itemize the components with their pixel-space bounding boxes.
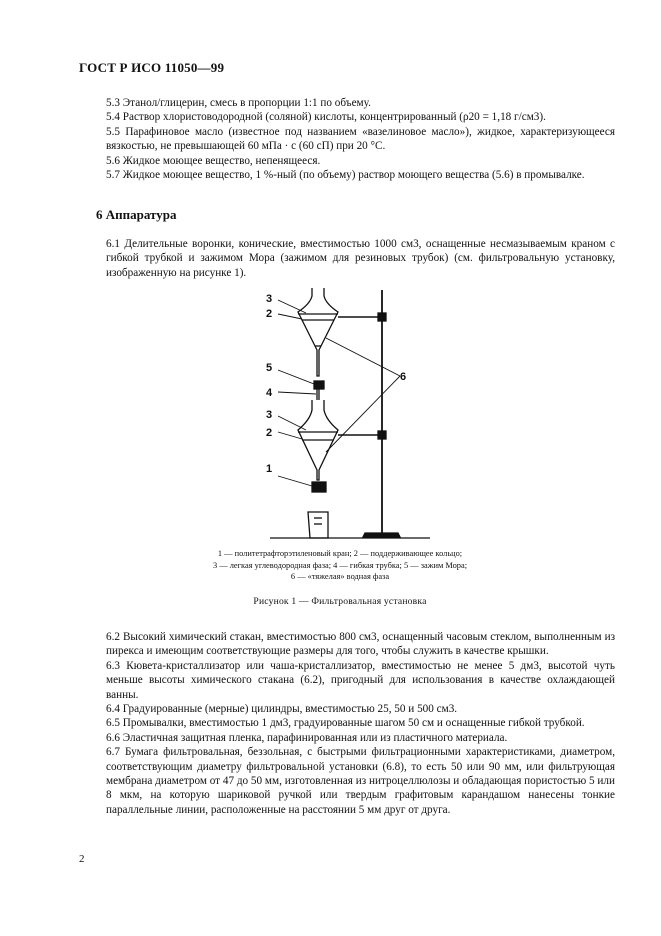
lower-funnel-stopcock [312,482,326,492]
paragraph-6-4: 6.4 Градуированные (мерные) цилиндры, вместимостью 25, 50 и 500 см3. [106,703,458,716]
paragraph-6-1-text: 6.1 Делительные воронки, конические, вместимостью 1000 см3, оснащенные несмазываемым краном с гибкой трубкой и зажимом Мора (зажимом для резиновых трубок) (см. фильтровальную установку, изображенную на рисунке 1). [106,238,615,279]
item-5-5: 5.5 Парафиновое масло (известное под названием «вазелиновое масло»), жидкое, характеризующееся вязкостью, не превышающей 60 мПа · с (60 сП) при 20 °С. [106,125,615,153]
legend-line-2: 3 — легкая углеводородная фаза; 4 — гибкая трубка; 5 — зажим Мора; [212,560,468,570]
page-number: 2 [79,853,85,865]
figure-label-5: 5 [266,362,273,374]
section-6-title: 6 Аппаратура [96,207,177,222]
section-6-items [79,630,615,817]
figure-label-2-upper: 2 [266,308,273,320]
legend-line-3: 6 — «тяжелая» водная фаза [290,572,390,582]
upper-funnel-stopcock [314,381,324,389]
figure-label-1: 1 [266,463,273,475]
figure-label-2-lower: 2 [266,427,273,439]
item-5-3: 5.3 Этанол/глицерин, смесь в пропорции 1:1 по объему. [106,97,371,109]
beaker [308,512,328,538]
filtration-setup-figure [240,280,440,542]
upper-funnel [298,288,338,376]
paragraph-6-1 [79,237,615,280]
figure-label-3-upper: 3 [266,293,273,305]
figure-label-3-lower: 3 [266,409,273,421]
item-5-4: 5.4 Раствор хлористоводородной (соляной) кислоты, концентрированный (ρ20 = 1,18 г/см3). [106,111,546,124]
figure-label-6: 6 [400,371,407,383]
upper-clamp [378,313,386,321]
item-5-7: 5.7 Жидкое моющее вещество, 1 %-ный (по объему) раствор моющего вещества (5.6) в промывалке. [106,169,585,182]
lower-clamp [378,431,386,439]
paragraph-6-7: 6.7 Бумага фильтровальная, беззольная, с быстрыми фильтрационными характеристиками, диаметром, соответствующим диаметру фильтровальной установки (6.8), то есть 50 или 90 мм, или фильтрующая мембрана диаметром от 47 до 50 мм, изготовленная из нитроцеллюлозы и обладающая пористостью 5 или 8 мкм, на которую шариковой ручкой или твердым графитовым карандашом нанесены тонкие параллельные линии, расположенные на расстоянии 5 мм друг от друга. [106,746,615,816]
paragraph-6-2: 6.2 Высокий химический стакан, вместимостью 800 см3, оснащенный часовым стеклом, выполненным из пирекса и имеющим соответствующие размеры для того, чтобы служить в качестве крышки. [106,631,615,658]
figure-caption: Рисунок 1 — Фильтровальная установка [253,596,427,607]
section-5-items [79,96,615,182]
document-header: ГОСТ Р ИСО 11050—99 [79,60,225,75]
paragraph-6-6: 6.6 Эластичная защитная пленка, парафинированная или из пластичного материала. [106,731,508,744]
paragraph-6-3: 6.3 Кювета-кристаллизатор или чаша-кристаллизатор, вместимостью не менее 5 дм3, высотой чуть меньше высоты химического стакана (6.2), пригодный для использования в качестве охлаждающей ванны. [106,659,615,701]
figure-legend [150,548,530,583]
stand-foot [363,533,400,537]
legend-line-1: 1 — политетрафторэтиленовый кран; 2 — поддерживающее кольцо; [217,549,463,558]
figure-label-4: 4 [266,387,273,399]
item-5-6: 5.6 Жидкое моющее вещество, непенящееся. [106,154,321,167]
paragraph-6-5: 6.5 Промывалки, вместимостью 1 дм3, градуированные шагом 50 см и оснащенные гибкой трубкой. [106,717,585,730]
